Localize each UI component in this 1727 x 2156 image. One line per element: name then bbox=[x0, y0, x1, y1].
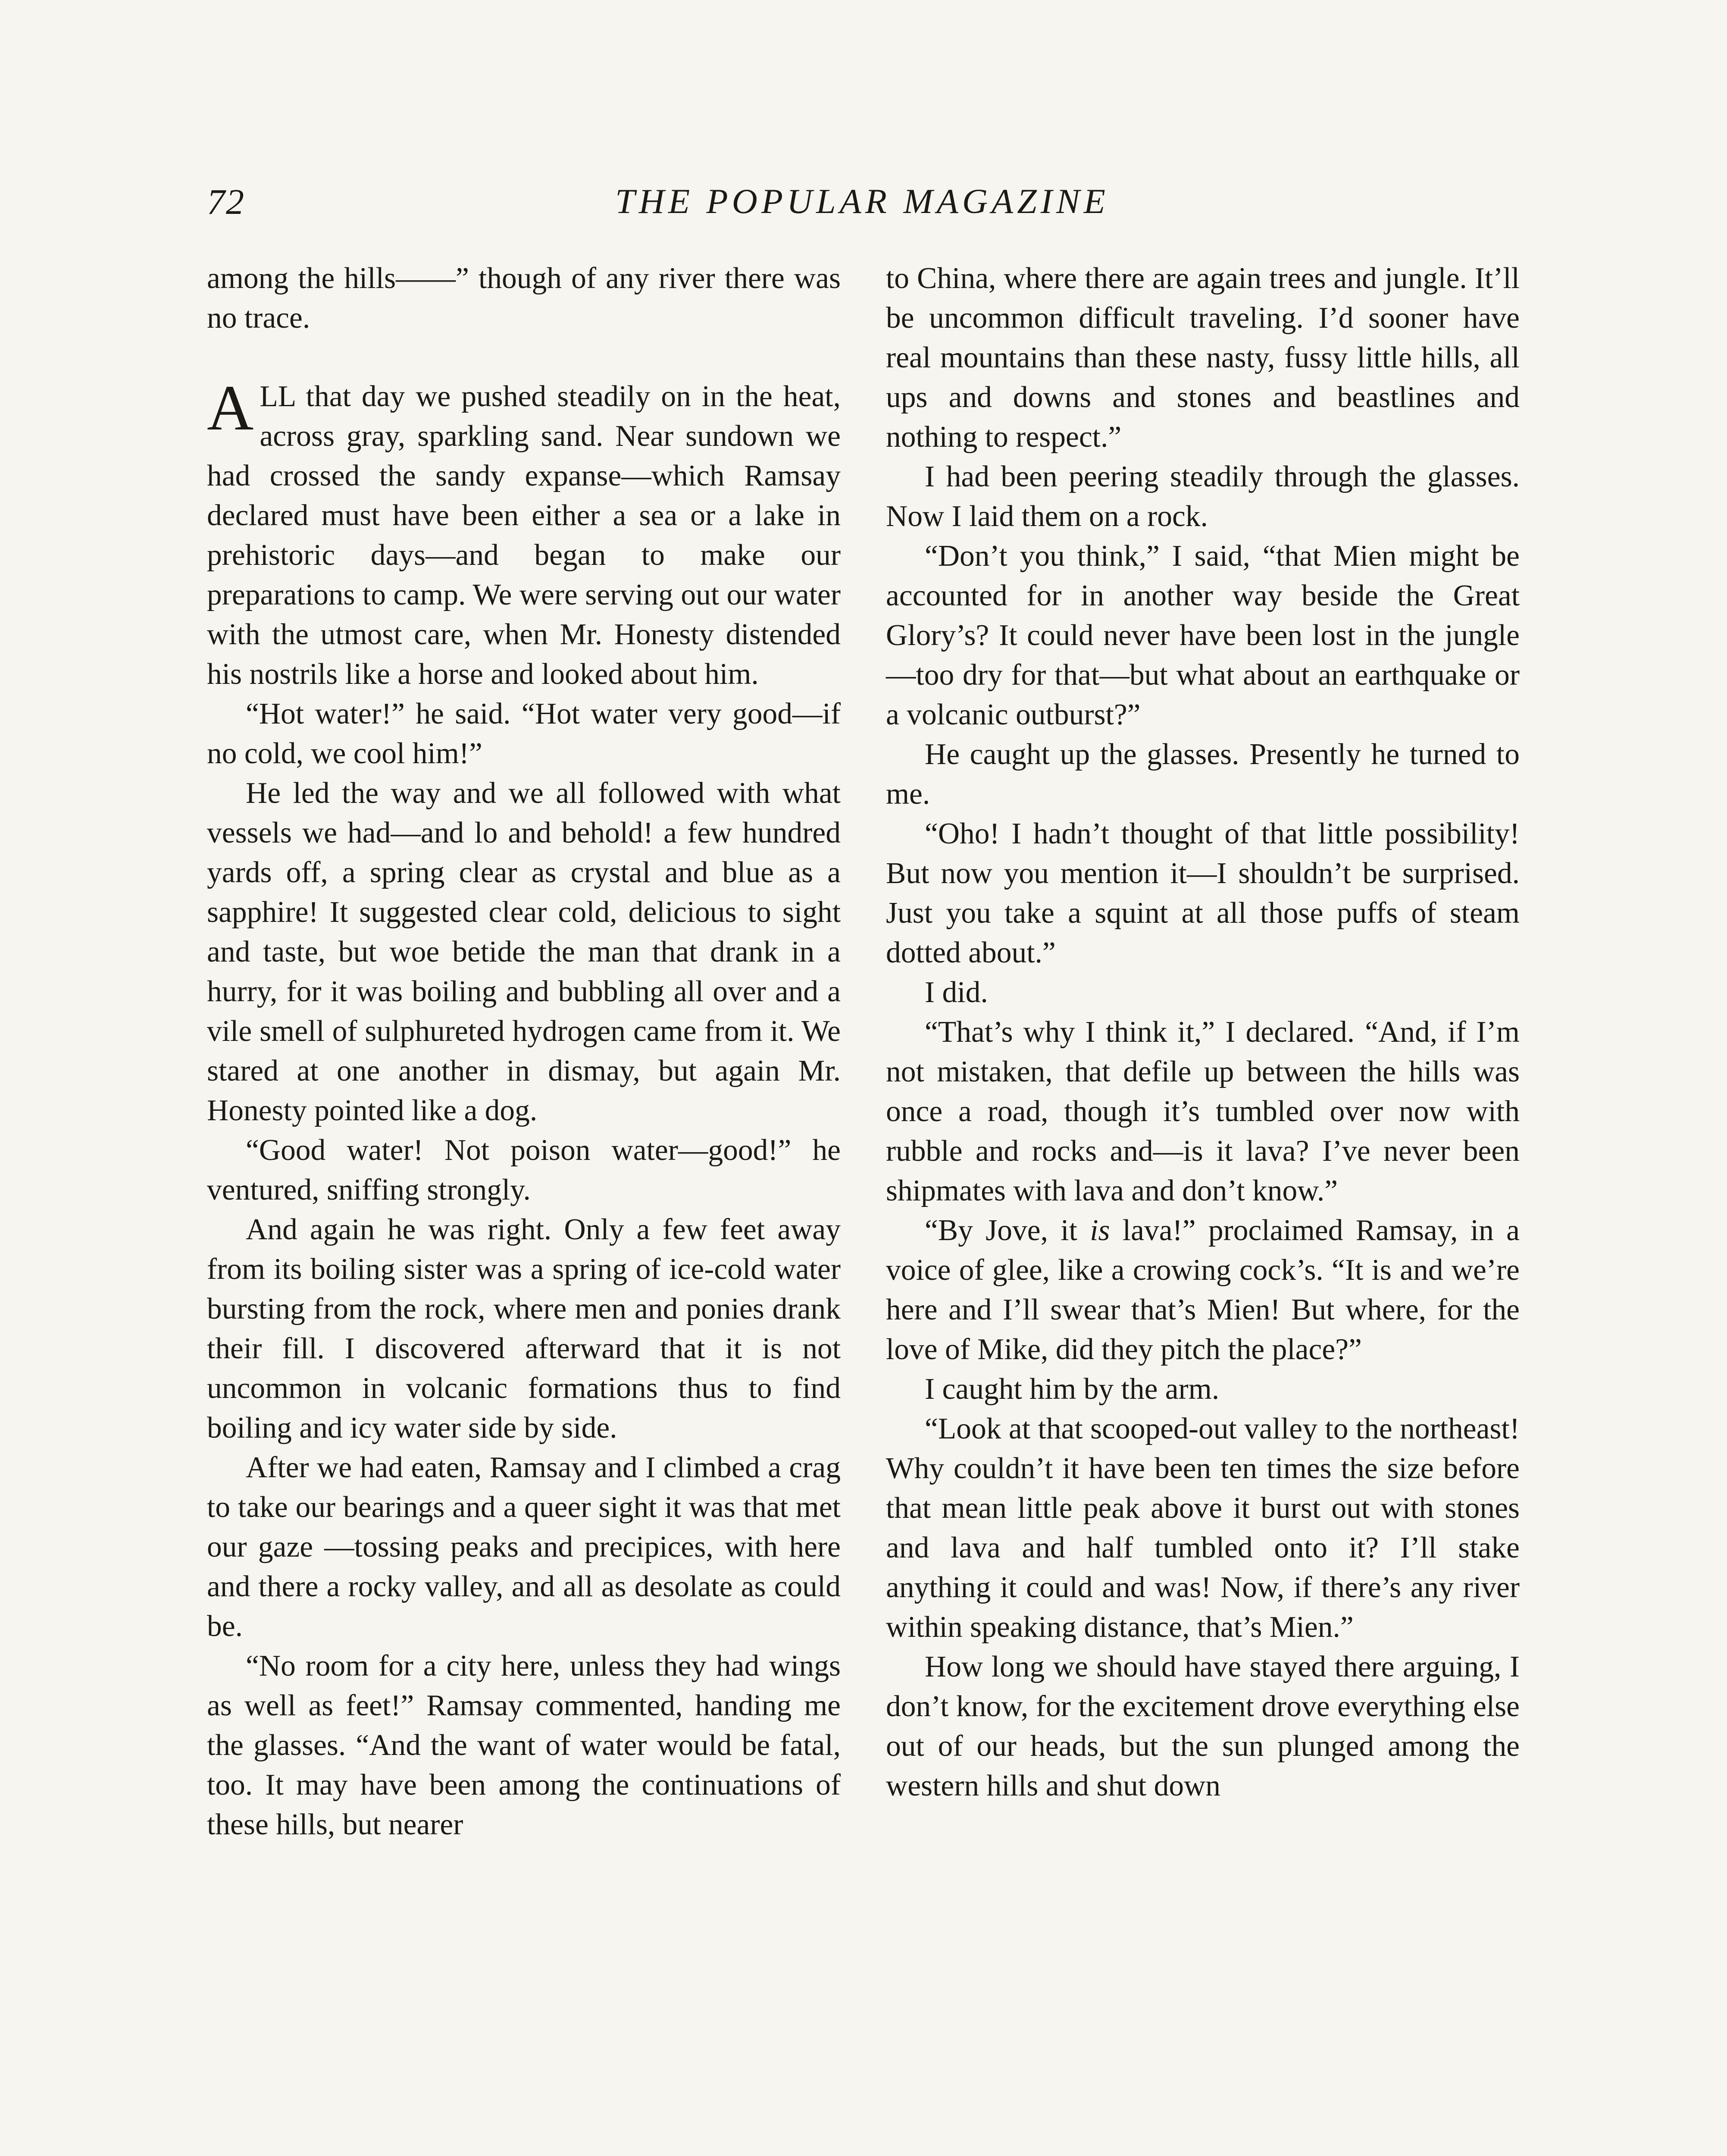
drop-cap: A bbox=[207, 372, 254, 444]
paragraph: He caught up the glasses. Presently he turned to me. bbox=[886, 738, 1520, 811]
paragraph: “Hot water!” he said. “Hot water very good—if no cold, we cool him!” bbox=[207, 697, 841, 770]
paragraph: “That’s why I think it,” I declared. “And, if I’m not mistaken, that defile up between the hills was once a road, though it’s tumbled over now with rubble and rocks and—is it lava? I’ve never been shipmates with lava and don’t know.” bbox=[886, 1015, 1520, 1207]
paragraph: “Good water! Not poison water—good!” he ventured, sniffing strongly. bbox=[207, 1134, 841, 1206]
paragraph: I caught him by the arm. bbox=[925, 1373, 1220, 1406]
paragraph: I did. bbox=[925, 976, 988, 1009]
paragraph: “Oho! I hadn’t thought of that little possibility! But now you mention it—I shouldn’t be surprised. Just you take a squint at all those puffs of steam dotted about.” bbox=[886, 817, 1520, 969]
paragraph: “Don’t you think,” I said, “that Mien might be accounted for in another way beside the Great Glory’s? It could never have been lost in the jungle—too dry for that—but what about an earthquake or a volcanic outburst?” bbox=[886, 539, 1520, 731]
paragraph-text: “By Jove, it bbox=[925, 1214, 1090, 1247]
right-column bbox=[886, 259, 1520, 1806]
paragraph: to China, where there are again trees and jungle. It’ll be uncommon difficult traveling. I’d sooner have real mountains than these nasty, fussy little hills, all ups and downs and stones and beastlines and nothing to respect.” bbox=[886, 262, 1520, 454]
paragraph: among the hills——” though of any river there was no trace. bbox=[207, 262, 841, 335]
magazine-title: THE POPULAR MAGAZINE bbox=[615, 182, 1109, 221]
paragraph: How long we should have stayed there arguing, I don’t know, for the excitement drove everything else out of our heads, but the sun plunged among the western hills and shut down bbox=[886, 1650, 1520, 1802]
paragraph: “No room for a city here, unless they had wings as well as feet!” Ramsay commented, handing me the glasses. “And the want of water would be fatal, too. It may have been among the continuations of these hills, but nearer bbox=[207, 1649, 841, 1841]
page-number: 72 bbox=[207, 182, 245, 222]
paragraph-text: lava!” proclaimed Ramsay, in a voice of glee, like a crowing cock’s. “It is and we’re here and I’ll swear that’s Mien! But where, for the love of Mike, did they pitch the place?” bbox=[886, 1214, 1520, 1366]
paragraph-text: LL that day we pushed steadily on in the heat, across gray, sparkling sand. Near sundown we had crossed the sandy expanse—which Ramsay declared must have been either a sea or a lake in prehistoric days—and began to make our preparations to camp. We were serving out our water with the utmost care, when Mr. Honesty distended his nostrils like a horse and looked about him. bbox=[207, 380, 841, 691]
paragraph: After we had eaten, Ramsay and I climbed a crag to take our bearings and a queer sight it was that met our gaze —tossing peaks and precipices, with here and there a rocky valley, and all as desolate as could be. bbox=[207, 1451, 841, 1643]
section-start-paragraph bbox=[207, 372, 841, 694]
running-head bbox=[207, 181, 1517, 229]
italic-emphasis: is bbox=[1090, 1214, 1110, 1247]
paragraph bbox=[886, 1211, 1520, 1369]
paragraph: I had been peering steadily through the glasses. Now I laid them on a rock. bbox=[886, 460, 1520, 533]
paragraph: “Look at that scooped-out valley to the northeast! Why couldn’t it have been ten times the size before that mean little peak above it burst out with stones and lava and half tumbled onto it? I’ll stake anything it could and was! Now, if there’s any river within speaking distance, that’s Mien.” bbox=[886, 1412, 1520, 1644]
paragraph: He led the way and we all followed with what vessels we had—and lo and behold! a few hundred yards off, a spring clear as crystal and blue as a sapphire! It suggested clear cold, delicious to sight and taste, but woe betide the man that drank in a hurry, for it was boiling and bubbling all over and a vile smell of sulphureted hydrogen came from it. We stared at one another in dismay, but again Mr. Honesty pointed like a dog. bbox=[207, 777, 841, 1127]
paragraph: And again he was right. Only a few feet away from its boiling sister was a spring of ice-cold water bursting from the rock, where men and ponies drank their fill. I discovered afterward that it is not uncommon in volcanic formations thus to find boiling and icy water side by side. bbox=[207, 1213, 841, 1445]
left-column bbox=[207, 259, 841, 1845]
